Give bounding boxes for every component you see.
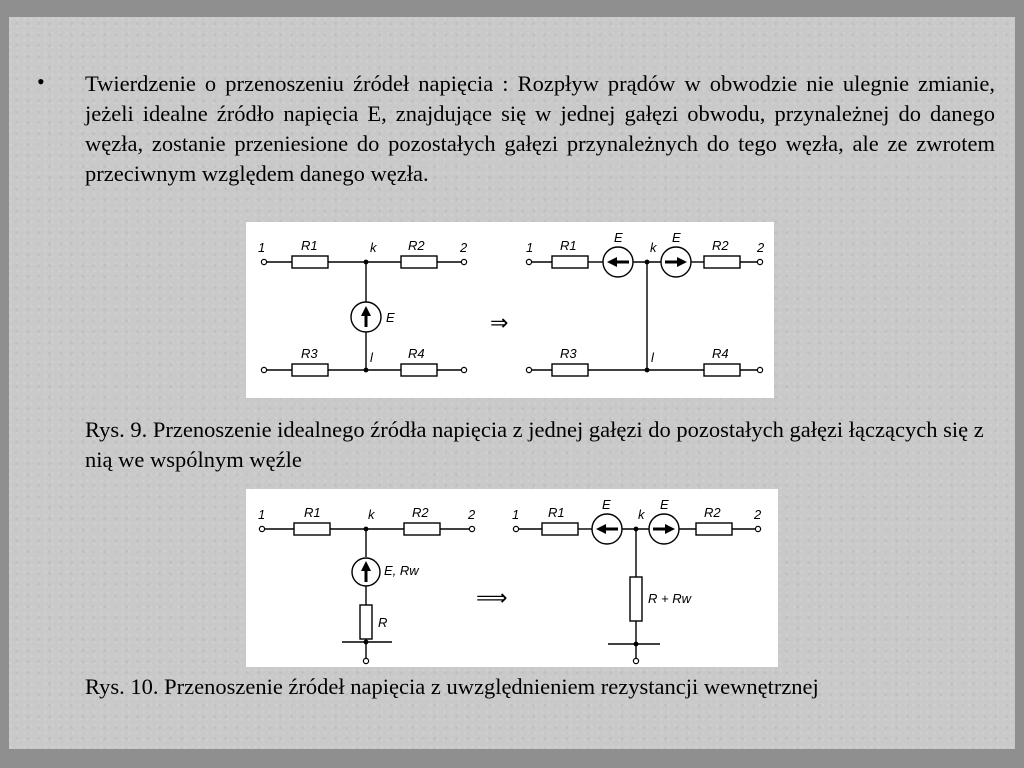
fig10-left-r2: R2	[412, 505, 429, 520]
fig10-right-source-e1: E	[602, 497, 611, 512]
fig10-arrow: ⟹	[476, 585, 508, 610]
fig9-left-r1: R1	[301, 238, 318, 253]
figure-10-caption: Rys. 10. Przenoszenie źródeł napięcia z uwzględnieniem rezystancji wewnętrznej	[85, 674, 819, 699]
fig10-right-r-rw: R + Rw	[648, 591, 691, 606]
fig10-right-source-e2: E	[660, 497, 669, 512]
fig9-right-source-e2: E	[672, 230, 681, 245]
fig10-left-node-2: 2	[468, 507, 476, 522]
fig9-right-node-2: 2	[757, 240, 765, 255]
fig9-left-r4: R4	[408, 346, 425, 361]
fig9-right-node-l: l	[651, 350, 654, 365]
figure-10	[246, 489, 778, 667]
fig9-right-r1: R1	[560, 238, 577, 253]
fig9-left-r2: R2	[408, 238, 425, 253]
fig10-right-r2: R2	[704, 505, 721, 520]
fig10-left-node-1: 1	[258, 507, 266, 522]
figure-9-caption: Rys. 9. Przenoszenie idealnego źródła napięcia z jednej gałęzi do pozostałych gałęzi łączących się z nią we wspólnym węźle	[85, 417, 984, 472]
fig9-right-node-k: k	[650, 240, 657, 255]
fig9-left-node-2: 2	[460, 240, 468, 255]
fig9-left-r3: R3	[301, 346, 318, 361]
fig9-left-node-k: k	[370, 240, 377, 255]
figure-9	[246, 222, 774, 398]
fig10-right-node-1: 1	[512, 507, 520, 522]
fig10-right-node-2: 2	[754, 507, 762, 522]
fig10-left-node-k: k	[368, 507, 375, 522]
fig10-right-node-k: k	[638, 507, 645, 522]
theorem-text: Twierdzenie o przenoszeniu źródeł napięcia : Rozpływ prądów w obwodzie nie ulegnie zmianie, jeżeli idealne źródło napięcia E, znajdujące się w jednej gałęzi obwodu, przynależnej do danego węzła, zostanie przeniesione do pozostałych gałęzi przynależnych do tego węzła, ale ze zwrotem przeciwnym względem danego węzła.	[85, 71, 995, 186]
fig9-right-node-1: 1	[526, 240, 534, 255]
slide	[9, 17, 1015, 749]
fig10-right-r1: R1	[548, 505, 565, 520]
fig9-arrow: ⇒	[490, 310, 509, 335]
fig9-left-source-e: E	[386, 310, 395, 325]
figure-10-diagram	[246, 489, 778, 667]
fig9-left-node-1: 1	[258, 240, 266, 255]
fig10-left-r1: R1	[304, 505, 321, 520]
bullet-dot: •	[37, 69, 45, 94]
fig9-right-r4: R4	[712, 346, 729, 361]
figure-9-diagram	[246, 222, 774, 398]
fig9-right-r3: R3	[560, 346, 577, 361]
fig9-left-node-l: l	[370, 350, 373, 365]
fig10-left-r: R	[378, 615, 388, 630]
fig9-right-source-e1: E	[614, 230, 623, 245]
fig9-right-r2: R2	[712, 238, 729, 253]
fig10-left-source-e-rw: E, Rw	[384, 563, 419, 578]
